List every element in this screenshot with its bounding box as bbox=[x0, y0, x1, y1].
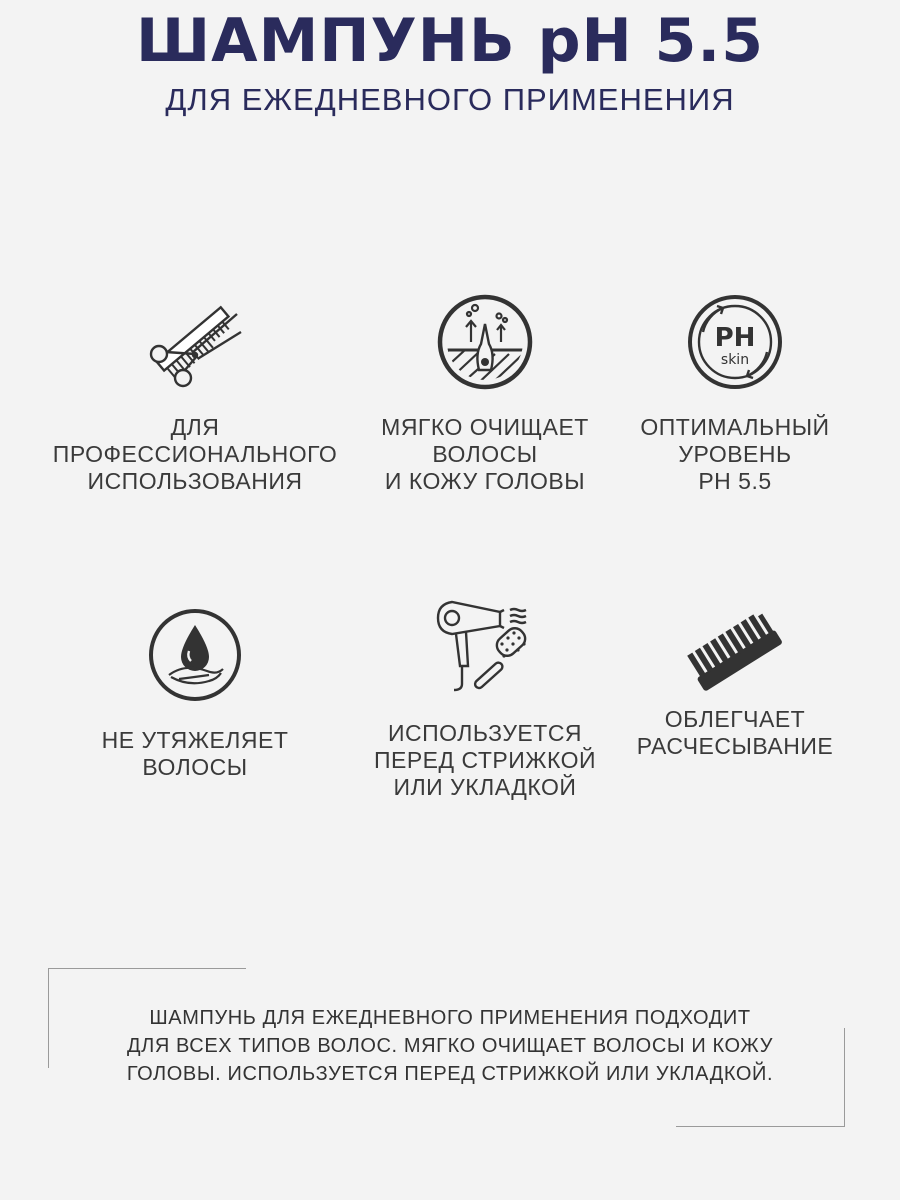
feature-professional bbox=[45, 292, 345, 495]
feature-optimal-ph bbox=[585, 292, 885, 495]
frame-line-left bbox=[48, 968, 49, 1068]
feature-easy-combing bbox=[585, 608, 885, 760]
drop-feather-icon bbox=[145, 605, 245, 705]
frame-line-right bbox=[844, 1028, 845, 1127]
feature-label: МЯГКО ОЧИЩАЕТ ВОЛОСЫ И КОЖУ ГОЛОВЫ bbox=[381, 414, 589, 494]
product-description: ШАМПУНЬ ДЛЯ ЕЖЕДНЕВНОГО ПРИМЕНЕНИЯ ПОДХОДИТ ДЛЯ ВСЕХ ТИПОВ ВОЛОС. МЯГКО ОЧИЩАЕТ ВОЛОСЫ И КОЖУ ГОЛОВЫ. ИСПОЛЬЗУЕТСЯ ПЕРЕД СТРИЖКОЙ ИЛИ УКЛАДКОЙ. bbox=[126, 1007, 774, 1085]
scalp-cleansing-icon bbox=[435, 292, 535, 392]
feature-label: ИСПОЛЬЗУЕТСЯ ПЕРЕД СТРИЖКОЙ ИЛИ УКЛАДКОЙ bbox=[373, 720, 597, 800]
comb-icon bbox=[685, 608, 785, 698]
skin-text: skin bbox=[720, 352, 750, 368]
ph-text: PH bbox=[714, 323, 756, 353]
scissors-comb-icon bbox=[145, 292, 245, 392]
ph-skin-icon bbox=[685, 292, 785, 392]
feature-label: НЕ УТЯЖЕЛЯЕТ ВОЛОСЫ bbox=[101, 727, 289, 780]
page-title: ШАМПУНЬ pH 5.5 bbox=[136, 6, 764, 76]
frame-line-bottom bbox=[676, 1126, 844, 1127]
frame-line-top bbox=[48, 968, 246, 969]
hairdryer-brush-icon bbox=[430, 598, 540, 698]
page-subtitle: ДЛЯ ЕЖЕДНЕВНОГО ПРИМЕНЕНИЯ bbox=[165, 82, 735, 117]
feature-label: ОБЛЕГЧАЕТ РАСЧЕСЫВАНИЕ bbox=[636, 706, 834, 759]
feature-label: ОПТИМАЛЬНЫЙ УРОВЕНЬ PH 5.5 bbox=[640, 414, 830, 494]
feature-not-weighing bbox=[45, 605, 345, 781]
feature-label: ДЛЯ ПРОФЕССИОНАЛЬНОГО ИСПОЛЬЗОВАНИЯ bbox=[52, 414, 338, 494]
